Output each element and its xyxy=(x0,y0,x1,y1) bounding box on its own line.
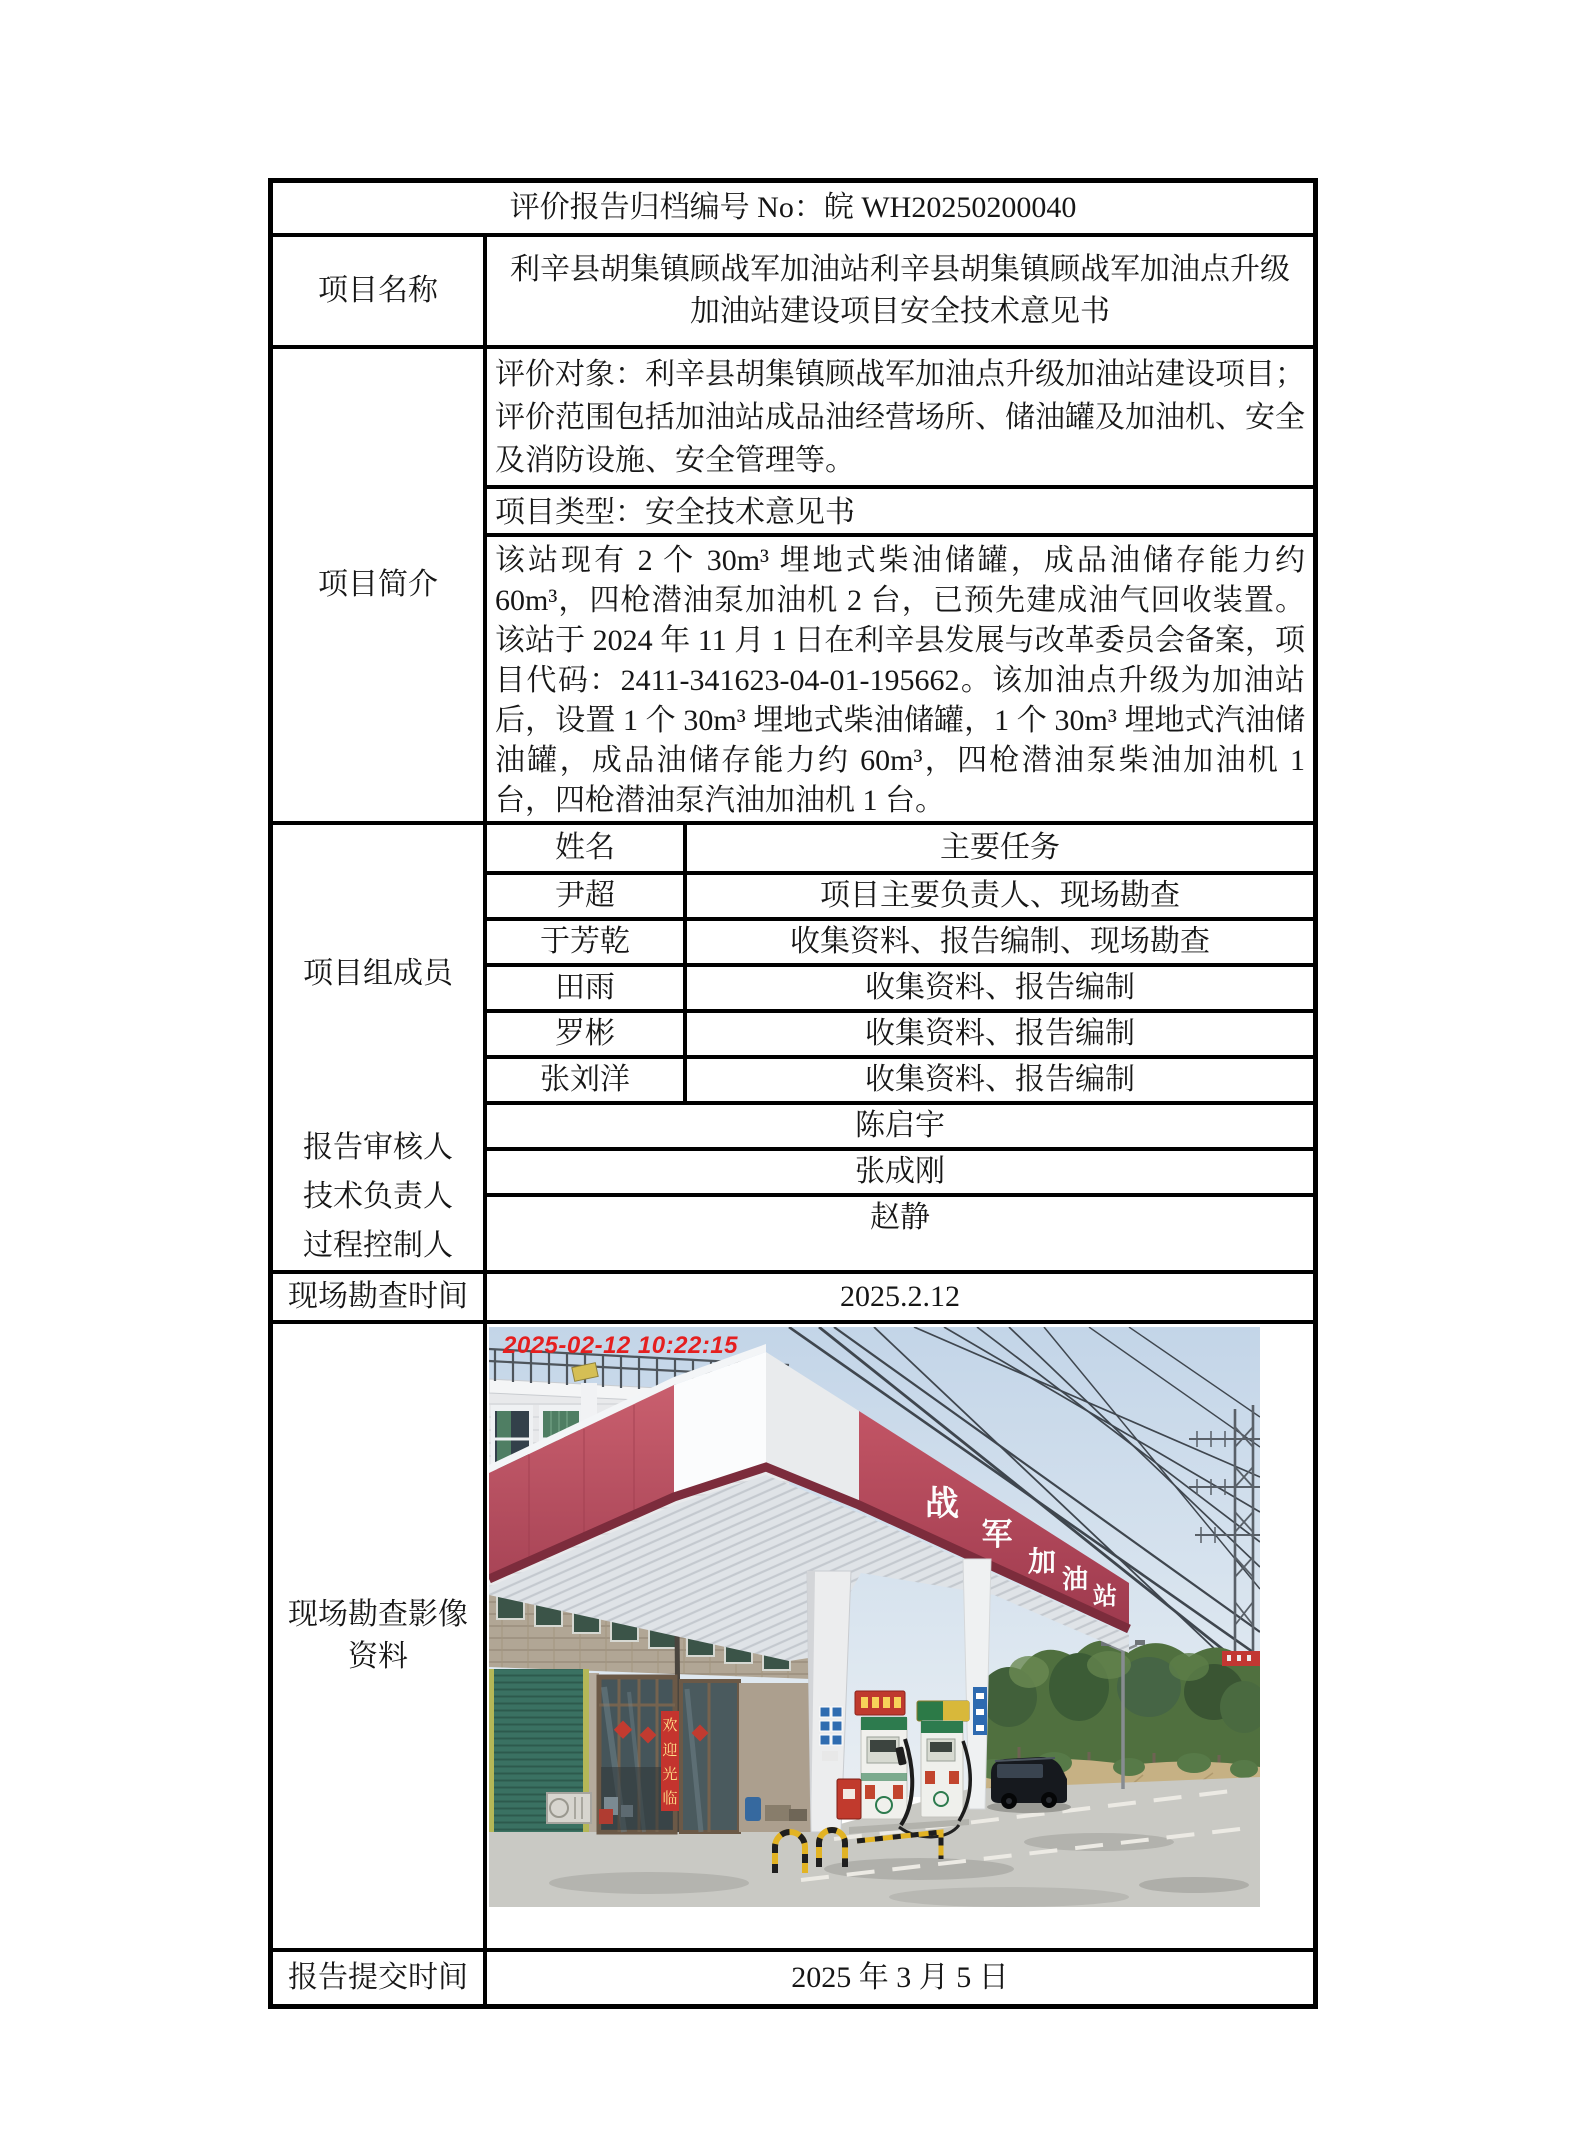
reviewer-label-2: 过程控制人 xyxy=(303,1228,453,1262)
reviewer-row xyxy=(487,1193,1313,1239)
column-header-name: 姓名 xyxy=(487,825,687,871)
table-row xyxy=(487,1009,1313,1055)
team-label: 项目组成员 xyxy=(303,957,453,990)
canopy-char: 站 xyxy=(1093,1583,1117,1610)
banner-char: 临 xyxy=(662,1790,678,1807)
reviewer-label-1: 技术负责人 xyxy=(303,1179,453,1213)
survey-time-value: 2025.2.12 xyxy=(840,1280,960,1313)
canopy-char: 油 xyxy=(1061,1564,1089,1594)
member-task: 收集资料、报告编制 xyxy=(865,1017,1135,1050)
parked-suv xyxy=(987,1757,1071,1813)
reviewer-row xyxy=(487,1147,1313,1193)
reviewer-name: 张成刚 xyxy=(855,1155,945,1188)
table-row xyxy=(487,917,1313,963)
photo-label: 现场勘查影像资料 xyxy=(273,1324,487,1948)
submit-time-label: 报告提交时间 xyxy=(273,1952,487,2004)
project-summary-row xyxy=(273,345,1313,821)
report-cover-table xyxy=(268,178,1318,2009)
evaluation-target-text: 评价对象：利辛县胡集镇顾战军加油点升级加油站建设项目；评价范围包括加油站成品油经营场所、储油罐及加油机、安全及消防设施、安全管理等。 xyxy=(495,358,1305,477)
member-name: 于芳乾 xyxy=(487,921,687,963)
archive-number: 评价报告归档编号 No：皖 WH20250200040 xyxy=(509,191,1077,224)
project-name-label: 项目名称 xyxy=(273,237,487,345)
banner-char: 迎 xyxy=(662,1742,678,1759)
banner-char: 光 xyxy=(662,1766,678,1783)
canopy-char: 加 xyxy=(1027,1546,1057,1577)
reviewer-name: 陈启宇 xyxy=(855,1109,945,1142)
distant-red-sign xyxy=(1222,1651,1260,1666)
canopy-char: 军 xyxy=(981,1517,1013,1552)
survey-time-label: 现场勘查时间 xyxy=(273,1274,487,1320)
photo-timestamp: 2025-02-12 10:22:15 xyxy=(503,1332,739,1359)
welcome-banner xyxy=(661,1711,679,1811)
member-task: 项目主要负责人、现场勘查 xyxy=(820,879,1180,912)
project-type-text: 项目类型：安全技术意见书 xyxy=(487,485,1313,533)
banner-char: 欢 xyxy=(662,1717,678,1734)
member-name: 尹超 xyxy=(487,875,687,917)
member-task: 收集资料、报告编制 xyxy=(865,971,1135,1004)
table-row xyxy=(487,1055,1313,1101)
member-task: 收集资料、报告编制 xyxy=(865,1063,1135,1096)
storefront xyxy=(489,1669,811,1832)
submit-time-row xyxy=(273,1948,1313,2004)
photo-row xyxy=(273,1320,1313,1948)
project-summary-label: 项目简介 xyxy=(273,349,487,821)
table-row xyxy=(487,871,1313,917)
team-header-row xyxy=(487,825,1313,871)
site-photo xyxy=(489,1327,1260,1907)
glass-storefront-2 xyxy=(681,1681,739,1832)
column-header-task: 主要任务 xyxy=(940,831,1060,864)
reviewer-label-0: 报告审核人 xyxy=(303,1130,453,1164)
team-label-column xyxy=(273,825,487,1270)
table-row xyxy=(487,963,1313,1009)
archive-row xyxy=(273,183,1313,233)
red-stool xyxy=(599,1809,613,1824)
project-description-text: 该站现有 2 个 30m³ 埋地式柴油储罐，成品油储存能力约 60m³，四枪潜油泵加油机 2 台，已预先建成油气回收装置。该站于 2024 年 11 月 1 日在利辛县发展与改革委员会备案，项目代码：2411-341623-04-01-195662。该加油点升级为加油站后，设置 1 个 30m³ 埋地式柴油储罐，1 个 30m³ 埋地式汽油储油罐，成品油储存能力约 60m³，四枪潜油泵柴油加油机 1 台，四枪潜油泵汽油加油机 1 台。 xyxy=(487,533,1313,821)
ac-unit xyxy=(547,1793,591,1823)
reviewer-name: 赵静 xyxy=(870,1201,930,1234)
team-row xyxy=(273,821,1313,1270)
member-name: 田雨 xyxy=(487,967,687,1009)
member-name: 张刘洋 xyxy=(487,1059,687,1101)
submit-time-value: 2025 年 3 月 5 日 xyxy=(791,1961,1009,1994)
survey-time-row xyxy=(273,1270,1313,1320)
canopy-char: 战 xyxy=(925,1485,959,1523)
reviewer-row xyxy=(487,1101,1313,1147)
fire-extinguisher-cabinet xyxy=(837,1779,861,1819)
member-name: 罗彬 xyxy=(487,1013,687,1055)
project-name-value: 利辛县胡集镇顾战军加油站利辛县胡集镇顾战军加油点升级加油站建设项目安全技术意见书 xyxy=(510,253,1290,328)
member-task: 收集资料、报告编制、现场勘查 xyxy=(790,925,1210,958)
photo-cell xyxy=(487,1324,1313,1948)
project-name-row xyxy=(273,233,1313,345)
